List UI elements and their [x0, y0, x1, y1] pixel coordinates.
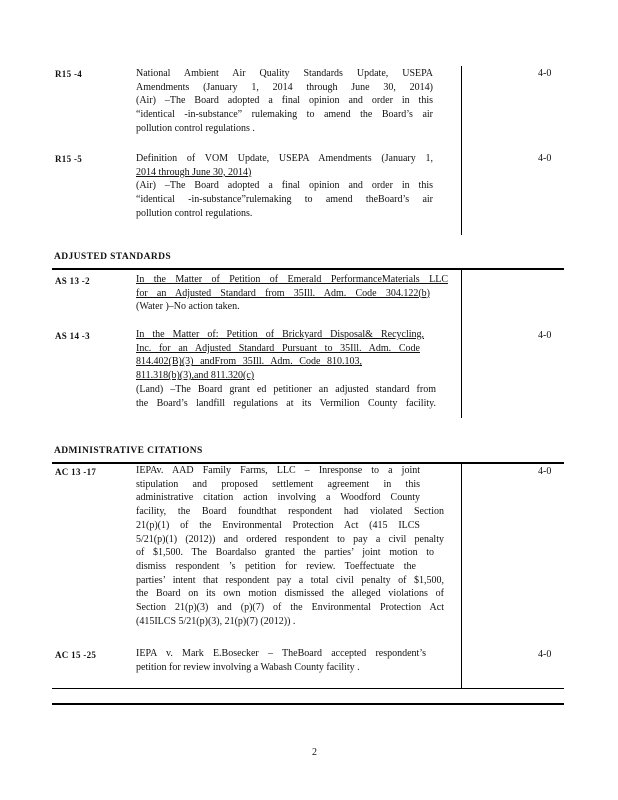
entry-number: R15 -5 [55, 154, 83, 164]
entry-number: R15 -4 [55, 69, 83, 79]
section-heading-administrative-citations: ADMINISTRATIVE CITATIONS [54, 446, 203, 456]
page-number: 2 [312, 747, 317, 758]
entry-number: AS 14 -3 [55, 331, 90, 341]
section-rule [52, 268, 564, 270]
column-divider [461, 463, 462, 689]
entry-description: IEPA v. Mark E.Bosecker – TheBoard accepted respondent’s petition for review involving a Wabash County facility . [136, 648, 426, 673]
section-heading-adjusted-standards: ADJUSTED STANDARDS [54, 252, 172, 262]
entry-description: Definition of VOM Update, USEPA Amendments (January 1, 2014 through June 30, 2014) (Air) –The Board adopted a final opinion and order in this “identical -in-substance”rulemaking to amend theBoard’s air pollution control regulations. [136, 153, 433, 219]
vote-count: 4-0 [538, 153, 552, 164]
entry-description: National Ambient Air Quality Standards Update, USEPA Amendments (January 1, 2014 through June 30, 2014) (Air) –The Board adopted a final opinion and order in this “identical -in-substance” rulemaking to amend the Board’s air pollution control regulations . [136, 68, 433, 134]
vote-count: 4-0 [538, 330, 552, 341]
column-divider [461, 269, 462, 418]
entry-number: AS 13 -2 [55, 276, 90, 286]
entry-description: IEPAv. AAD Family Farms, LLC – Inresponse to a joint stipulation and proposed settlement agreement in this administrative citation action involving a Woodford County facility, the Board foundthat respondent had violated Section 21(p)(1) of the Environmental Protection Act (415 ILCS 5/21(p)(1) (2012)) and ordered respondent to pay a civil penalty of $1,500. The Boardalso granted the parties’ joint motion to dismiss respondent ’s petition for review. Toeffectuate the parties’ intent that respondent pay a total civil penalty of $1,500, the Board on its own motion dismissed the alleged violations of Section 21(p)(3) and (p)(7) of the Environmental Protection Act (415ILCS 5/21(p)(3), 21(p)(7) (2012)) . [136, 465, 444, 627]
table-closing-rule [52, 703, 564, 705]
vote-count: 4-0 [538, 466, 552, 477]
vote-count: 4-0 [538, 68, 552, 79]
entry-description: In the Matter of: Petition of Brickyard Disposal& Recycling, Inc. for an Adjusted Standard Pursuant to 35Ill. Adm. Code 814.402(B)(3) andFrom 35Ill. Adm. Code 810.103, 811.318(b)(3),and 811.320(c) (Land) –The Board grant ed petitioner an adjusted standard from the Board’s landfill regulations at its Vermilion County facility. [136, 329, 436, 409]
table-bottom-rule [52, 688, 564, 689]
entry-number: AC 15 -25 [55, 650, 97, 660]
vote-count: 4-0 [538, 649, 552, 660]
entry-description: In the Matter of Petition of Emerald PerformanceMaterials LLC for an Adjusted Standard from 35Ill. Adm. Code 304.122(b) (Water )–No action taken. [136, 274, 448, 313]
column-divider [461, 66, 462, 235]
entry-number: AC 13 -17 [55, 467, 97, 477]
